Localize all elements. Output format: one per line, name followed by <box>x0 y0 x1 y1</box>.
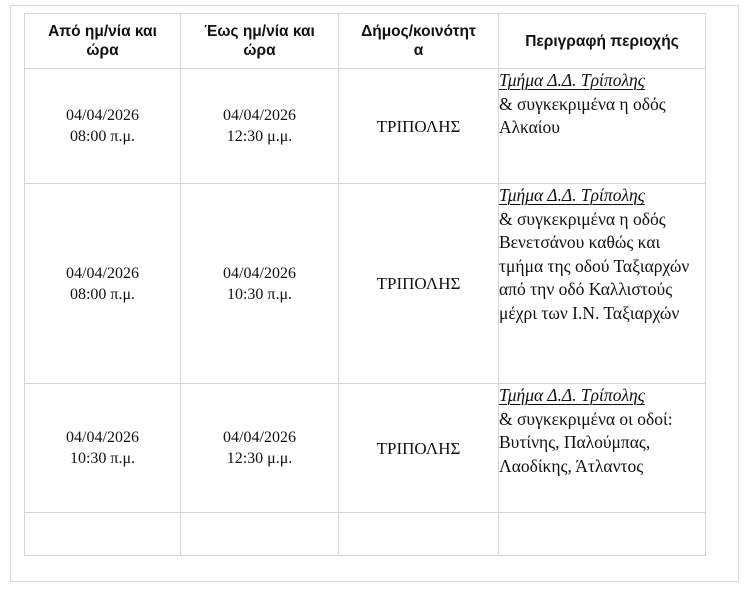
header-municipality <box>339 14 499 69</box>
municipality-cell: ΤΡΙΠΟΛΗΣ <box>339 184 499 384</box>
header-area-description <box>499 14 706 69</box>
header-line: ώρα <box>86 42 119 59</box>
area-description-cell <box>499 69 706 184</box>
header-line: Από ημ/νία και <box>48 23 157 40</box>
municipality-cell: ΤΡΙΠΟΛΗΣ <box>339 69 499 184</box>
to-date: 04/04/2026 <box>223 429 296 446</box>
from-date: 04/04/2026 <box>66 264 139 282</box>
table-row <box>25 69 706 184</box>
header-line: Δήμος/κοινότητ <box>361 23 476 40</box>
from-time: 10:30 π.μ. <box>69 450 136 467</box>
table-row-empty <box>25 513 706 556</box>
area-title: Τμήμα Δ.Δ. Τρίπολης <box>499 385 645 405</box>
from-date: 04/04/2026 <box>66 107 139 124</box>
to-date: 04/04/2026 <box>223 107 296 124</box>
to-datetime-cell <box>181 184 339 384</box>
empty-cell <box>499 513 706 556</box>
header-line: α <box>413 42 424 59</box>
table-row <box>25 184 706 384</box>
area-description-cell <box>499 384 706 513</box>
empty-cell <box>25 513 181 556</box>
municipality-cell: ΤΡΙΠΟΛΗΣ <box>339 384 499 513</box>
header-line: Περιγραφή περιοχής <box>525 32 679 50</box>
to-datetime-cell <box>181 384 339 513</box>
from-time: 08:00 π.μ. <box>69 285 136 303</box>
area-title: Τμήμα Δ.Δ. Τρίπολης <box>499 185 645 205</box>
table-header-row <box>25 14 706 69</box>
from-datetime-cell <box>25 184 181 384</box>
area-description: & συγκεκριμένα η οδός Βενετσάνου καθώς και τμήμα της οδού Ταξιαρχών από την οδό Καλλιστούς μέχρι των Ι.Ν. Ταξιαρχών <box>499 208 690 323</box>
outage-schedule-table <box>24 13 706 556</box>
from-datetime-cell <box>25 69 181 184</box>
to-datetime-cell <box>181 69 339 184</box>
from-datetime-cell <box>25 384 181 513</box>
empty-cell <box>339 513 499 556</box>
area-title: Τμήμα Δ.Δ. Τρίπολης <box>499 70 645 90</box>
header-line: Έως ημ/νία και <box>204 23 315 40</box>
from-time: 08:00 π.μ. <box>69 128 136 145</box>
to-date: 04/04/2026 <box>223 264 296 282</box>
to-time: 10:30 π.μ. <box>226 285 293 303</box>
to-time: 12:30 μ.μ. <box>226 450 293 467</box>
table-row <box>25 384 706 513</box>
empty-cell <box>181 513 339 556</box>
from-date: 04/04/2026 <box>66 429 139 446</box>
to-time: 12:30 μ.μ. <box>226 128 293 145</box>
area-description: & συγκεκριμένα η οδός Αλκαίου <box>499 93 666 137</box>
header-from-datetime <box>25 14 181 69</box>
header-to-datetime <box>181 14 339 69</box>
header-line: ώρα <box>243 42 276 59</box>
area-description: & συγκεκριμένα οι οδοί: Βυτίνης, Παλούμπας, Λαοδίκης, Άτλαντος <box>499 408 673 476</box>
area-description-cell <box>499 184 706 384</box>
